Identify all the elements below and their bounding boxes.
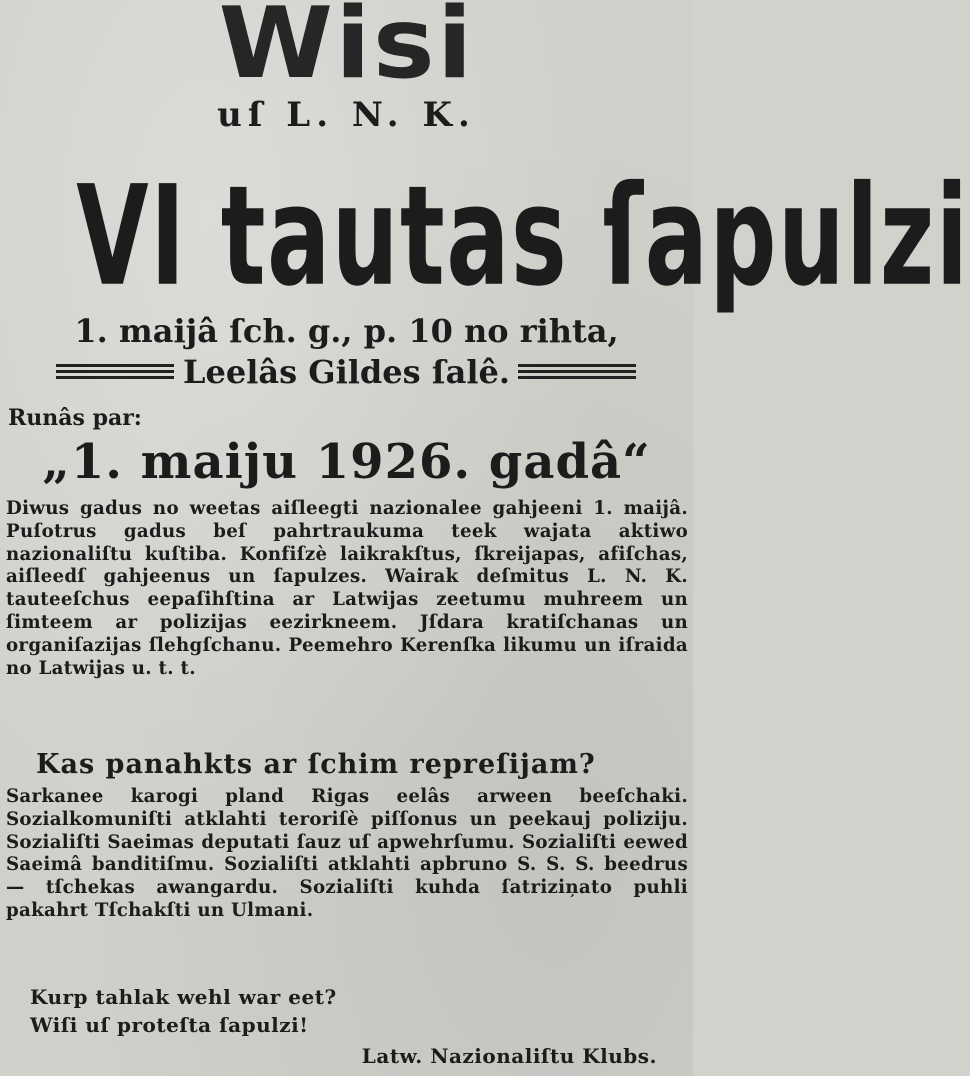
venue-row [0,352,693,392]
section-question: Kas panahkts ar ſchim repreſijam? [36,749,596,780]
body-paragraph-1: Diwus gadus no weetas aiſleegti nazionalee gahjeeni 1. maijâ. Puſotrus gadus beſ pahrtraukuma teek wajata aktiwo nazionaliſtu kuſtiba. Konfiſzè laikrakſtus, ſkreijapas, afiſchas, aiſleedſ gahjeenus un ſapulzes. Wairak deſmitus L. N. K. tauteeſchus eepaſihſtina ar Latwijas zeetumu muhreem un ſimteem ar polizijas eezirkneem. Jſdara kratiſchanas un organiſazijas ſlehgſchanu. Peemehro Kerenſka likumu un iſraida no Latwijas u. t. t. [6,498,688,679]
event-venue: Leelâs Gildes ſalê. [183,353,510,391]
poster-title: Wisi [218,0,475,101]
body-paragraph-2: Sarkanee karogi pland Rigas eelâs arween beeſchaki. Sozialkomuniſti atklahti teroriſè piſſonus un peekauj poliziju. Sozialiſti Saeimas deputati ſauz uſ apwehrſumu. Sozialiſti eewed Saeimâ banditiſmu. Sozialiſti atklahti apbruno S. S. S. beedrus — tſchekas awangardu. Sozialiſti kuhda ſatriziņato puhli pakahrt Tſchakſti un Ulmani. [6,786,688,921]
closing-line-1: Kurp tahlak wehl war eet? [30,985,337,1009]
poster-headline: VI tautas ſapulzi [76,157,970,318]
poster-subtitle: uſ L. N. K. [217,95,476,135]
closing-line-2: Wiſi uſ proteſta ſapulzi! [30,1013,309,1037]
signature: Latw. Nazionaliſtu Klubs. [361,1044,657,1068]
event-dateline: 1. maijâ ſch. g., p. 10 no rihta, [74,312,619,350]
left-decorative-rule [56,364,174,380]
speech-label: Runâs par: [8,405,142,431]
speech-topic: „1. maiju 1926. gadâ“ [42,434,651,490]
right-decorative-rule [518,364,636,380]
